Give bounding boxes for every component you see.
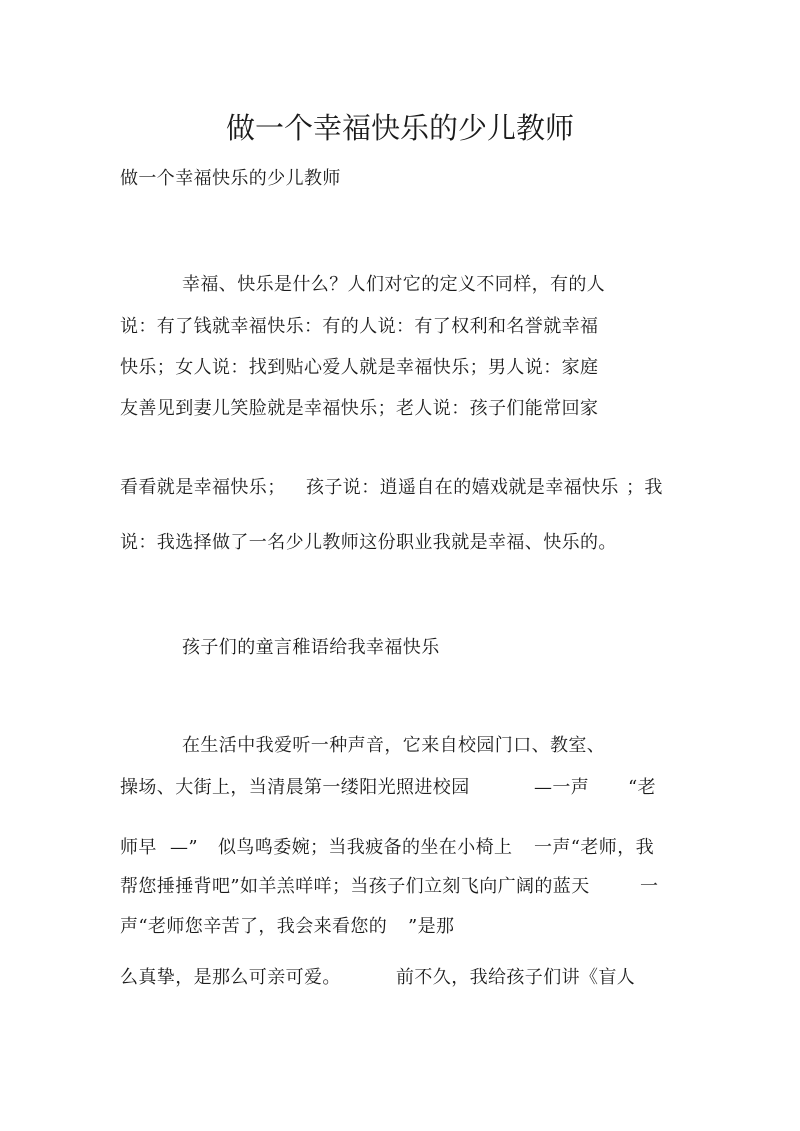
section-heading: 孩子们的童言稚语给我幸福快乐 (182, 637, 440, 658)
paragraph-line: 幸福、快乐是什么？人们对它的定义不同样，有的人 (182, 274, 606, 295)
paragraph-line: 师早 (120, 837, 157, 858)
paragraph-line: —一声 (534, 777, 590, 798)
paragraph-line: 孩子说：逍遥自在的嬉戏就是幸福快乐 (306, 477, 619, 498)
paragraph-line: 说：有了钱就幸福快乐：有的人说：有了权利和名誉就幸福 (120, 316, 599, 337)
paragraph-line: 么真挚，是那么可亲可爱。 (120, 967, 341, 988)
paragraph-line: 帮您捶捶背吧”如羊羔咩咩；当孩子们立刻飞向广阔的蓝天 (120, 876, 590, 897)
paragraph-line: 友善见到妻儿笑脸就是幸福快乐；老人说：孩子们能常回家 (120, 398, 599, 419)
paragraph-line: 一声“老师，我 (534, 837, 655, 858)
document-subtitle: 做一个幸福快乐的少儿教师 (120, 168, 341, 189)
paragraph-line: 在生活中我爱听一种声音，它来自校园门口、教室、 (182, 735, 606, 756)
paragraph-line: 声“老师您辛苦了，我会来看您的 (120, 916, 388, 937)
paragraph-line: 似鸟鸣委婉；当我疲备的坐在小椅上 (218, 837, 513, 858)
paragraph-line: 快乐；女人说：找到贴心爱人就是幸福快乐；男人说：家庭 (120, 357, 599, 378)
paragraph-line: 一 (640, 876, 659, 897)
paragraph-line: “老 (628, 777, 657, 798)
paragraph-line: 操场、大街上，当清晨第一缕阳光照进校园 (120, 777, 470, 798)
paragraph-line: ”是那 (408, 916, 455, 937)
paragraph-line: 前不久，我给孩子们讲《盲人 (396, 967, 636, 988)
paragraph-line: ；我 (626, 477, 663, 498)
paragraph-line: 看看就是幸福快乐； (120, 477, 286, 498)
document-title: 做一个幸福快乐的少儿教师 (225, 111, 574, 145)
paragraph-line: 说：我选择做了一名少儿教师这份职业我就是幸福、快乐的。 (120, 532, 617, 553)
paragraph-line: —” (170, 837, 199, 858)
